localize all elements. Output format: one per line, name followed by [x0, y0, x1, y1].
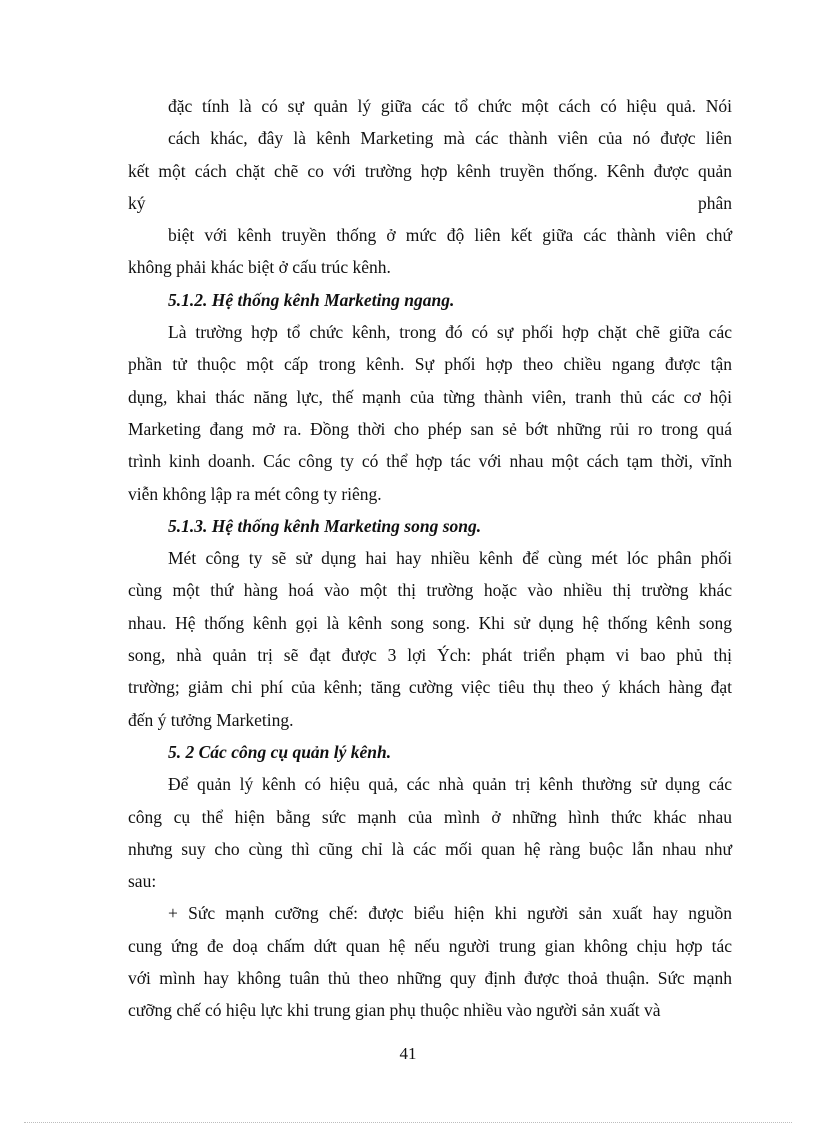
- paragraph-line: Để quản lý kênh có hiệu quả, các nhà quản trị kênh thường sử dụng các: [168, 774, 732, 795]
- page-number: 41: [399, 1044, 417, 1063]
- paragraph-line: viễn không lập ra mét công ty riêng.: [128, 483, 382, 504]
- section-heading: 5.1.2. Hệ thống kênh Marketing ngang.: [168, 289, 455, 310]
- line-left-word: ký: [128, 192, 146, 213]
- document-body: [128, 90, 732, 1027]
- paragraph-line: song, nhà quản trị sẽ đạt được 3 lợi Ých: phát triển phạm vi bao phủ thị: [128, 645, 732, 666]
- paragraph-line: cưỡng chế có hiệu lực khi trung gian phụ thuộc nhiều vào người sản xuất và: [128, 1000, 661, 1021]
- paragraph-line: nhau. Hệ thống kênh gọi là kênh song song. Khi sử dụng hệ thống kênh song: [128, 612, 732, 633]
- paragraph-line: phần tử thuộc một cấp trong kênh. Sự phối hợp theo chiều ngang được tận: [128, 354, 732, 375]
- paragraph-line: cung ứng đe doạ chấm dứt quan hệ nếu người trung gian không chịu hợp tác: [128, 935, 732, 956]
- paragraph-line: dụng, khai thác năng lực, thế mạnh của từng thành viên, tranh thủ các cơ hội: [128, 386, 732, 407]
- line-right-word: phân: [697, 192, 732, 213]
- paragraph-line: Marketing đang mở ra. Đồng thời cho phép san sẻ bớt những rủi ro trong quá: [128, 418, 732, 439]
- paragraph-line: biệt với kênh truyền thống ở mức độ liên kết giữa các thành viên chứ: [168, 225, 732, 246]
- paragraph-line: trường; giảm chi phí của kênh; tăng cường việc tiêu thụ theo ý khách hàng đạt: [128, 677, 732, 698]
- paragraph-line: cách khác, đây là kênh Marketing mà các thành viên của nó được liên: [168, 128, 732, 149]
- paragraph-line: Mét công ty sẽ sử dụng hai hay nhiều kênh để cùng mét lóc phân phối: [168, 548, 732, 569]
- paragraph-line: không phải khác biệt ở cấu trúc kênh.: [128, 257, 391, 278]
- paragraph-line: Là trường hợp tổ chức kênh, trong đó có sự phối hợp chặt chẽ giữa các: [168, 322, 732, 343]
- paragraph-line: với mình hay không tuân thủ theo những quy định được thoả thuận. Sức mạnh: [128, 968, 732, 989]
- paragraph-line: kết một cách chặt chẽ co với trường hợp kênh truyền thống. Kênh được quản: [128, 160, 732, 181]
- section-heading: 5.1.3. Hệ thống kênh Marketing song song.: [168, 515, 482, 536]
- paragraph-line: [128, 187, 732, 219]
- paragraph-line: nhưng suy cho cùng thì cũng chỉ là các mối quan hệ ràng buộc lẫn nhau như: [128, 838, 732, 859]
- paragraph-line: công cụ thể hiện bằng sức mạnh của mình ở những hình thức khác nhau: [128, 806, 732, 827]
- section-heading: 5. 2 Các công cụ quản lý kênh.: [168, 741, 392, 762]
- paragraph-line: đặc tính là có sự quản lý giữa các tổ chức một cách có hiệu quả. Nói: [168, 96, 732, 116]
- paragraph-line: + Sức mạnh cưỡng chế: được biểu hiện khi người sản xuất hay nguồn: [168, 903, 732, 924]
- paragraph-line: đến ý tưởng Marketing.: [128, 709, 294, 730]
- paragraph-line: cùng một thứ hàng hoá vào một thị trường hoặc vào nhiều thị trường khác: [128, 580, 732, 601]
- paragraph-line: trình kinh doanh. Các công ty có thể hợp tác với nhau một cách tạm thời, vĩnh: [128, 451, 732, 472]
- paragraph-line: sau:: [128, 871, 157, 892]
